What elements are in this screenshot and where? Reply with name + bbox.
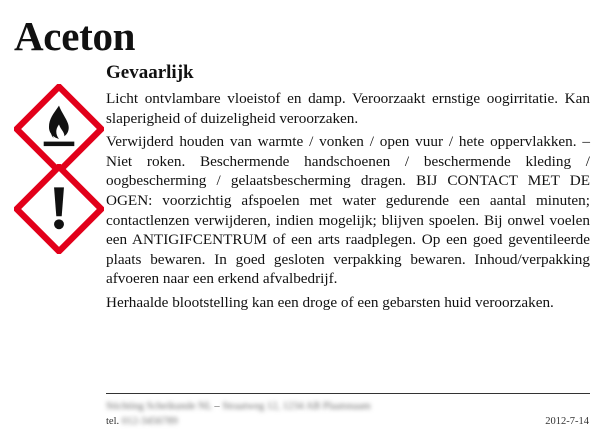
footer-phone bbox=[106, 416, 178, 428]
footer-separator: – bbox=[214, 401, 220, 412]
precautionary-statements: Verwijderd houden van warmte / vonken / open vuur / hete oppervlakken. – Niet roken. Beschermende handschoenen / beschermende kleding / oogbescherming / gelaatsbescherming dragen. BIJ CONTACT MET DE OGEN: voorzichtig afspoelen met water gedurende een aantal minuten; contactlenzen verwijderen, indien mogelijk; blijven spoelen. Bij onwel voelen een ANTIGIFCENTRUM of een arts raadplegen. Op een goed geventileerde plaats bewaren. In goed gesloten verpakking bewaren. Inhoud/verpakking afvoeren naar een erkend afvalbedrijf. bbox=[106, 133, 590, 288]
hazard-statements: Licht ontvlambare vloeistof en damp. Veroorzaakt ernstige oogirritatie. Kan slaperigheid of duizeligheid veroorzaken. bbox=[106, 90, 590, 127]
phone-number: 012-3456789 bbox=[121, 416, 178, 427]
print-date: 2012-7-14 bbox=[545, 416, 589, 427]
signal-word: Gevaarlijk bbox=[106, 62, 194, 83]
product-name: Aceton bbox=[14, 13, 136, 59]
footer-address bbox=[106, 401, 371, 413]
exclamation-pictogram bbox=[14, 164, 104, 254]
company-address: Straatweg 12, 1234 AB Plaatsnaam bbox=[222, 401, 371, 412]
phone-label: tel. bbox=[106, 416, 120, 427]
flame-icon bbox=[14, 84, 104, 174]
additional-statement: Herhaalde blootstelling kan een droge of een gebarsten huid veroorzaken. bbox=[106, 293, 554, 311]
label-content bbox=[106, 62, 590, 317]
footer-divider bbox=[106, 393, 590, 394]
company-name: Stichting Scheikunde NL bbox=[106, 401, 212, 412]
exclamation-mark-icon bbox=[14, 164, 104, 254]
flammable-pictogram bbox=[14, 84, 104, 174]
